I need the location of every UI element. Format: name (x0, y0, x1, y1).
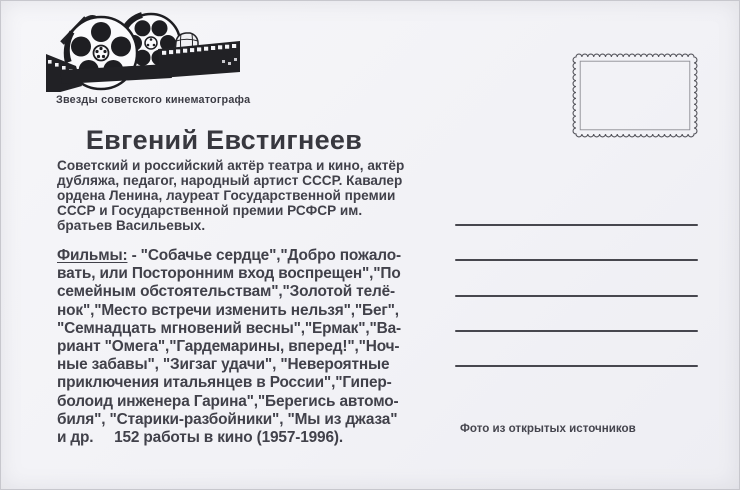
films-line: нок","Место встречи изменить нельзя","Бег", (57, 301, 399, 319)
films-line: ные забавы", "Зигзаг удачи", "Невероятные (57, 356, 390, 374)
series-label: Звезды советского кинематографа (56, 94, 251, 106)
address-line (455, 259, 698, 261)
films-line: риант "Омега","Гардемарины, вперед!","Ноч- (57, 338, 400, 356)
films-line: вать, или Посторонним вход воспрещен","По (57, 265, 401, 283)
bio-line: Советский и российский актёр театра и кино, актёр (57, 158, 405, 173)
address-line (455, 330, 698, 332)
films-line: болоид инженера Гарина","Берегись автомо- (57, 392, 399, 410)
films-text (57, 247, 401, 447)
address-line (455, 224, 698, 226)
stamp-perforation-icon (571, 52, 699, 139)
film-reels-logo (46, 12, 240, 92)
bio-line: дубляжа, педагог, народный артист СССР. Кавалер (57, 173, 403, 188)
photo-credit: Фото из открытых источников (460, 422, 636, 435)
film-reels-and-strip-icon (46, 12, 240, 92)
address-line (455, 295, 698, 297)
films-line: "Семнадцать мгновений весны","Ермак","Ва- (57, 319, 401, 337)
address-line (455, 365, 698, 367)
films-line: приключения итальянцев в России","Гипер- (57, 374, 392, 392)
films-line-rest: - "Собачье сердце","Добро пожало- (127, 247, 401, 264)
bio-line: СССР и Государственной премии РСФСР им. (57, 203, 363, 218)
films-label: Фильмы: (57, 247, 128, 264)
films-line: семейным обстоятельствам","Золотой телё- (57, 283, 395, 301)
bio-line: братьев Васильевых. (57, 218, 206, 233)
films-line: биля", "Старики-разбойники", "Мы из джаза" (57, 410, 398, 428)
films-line (57, 247, 401, 265)
bio-text (57, 158, 404, 233)
stamp-box (571, 52, 699, 139)
films-line: и др. 152 работы в кино (1957-1996). (57, 429, 343, 447)
bio-line: ордена Ленина, лауреат Государственной премии (57, 188, 396, 203)
page-title: Евгений Евстигнеев (85, 125, 363, 155)
